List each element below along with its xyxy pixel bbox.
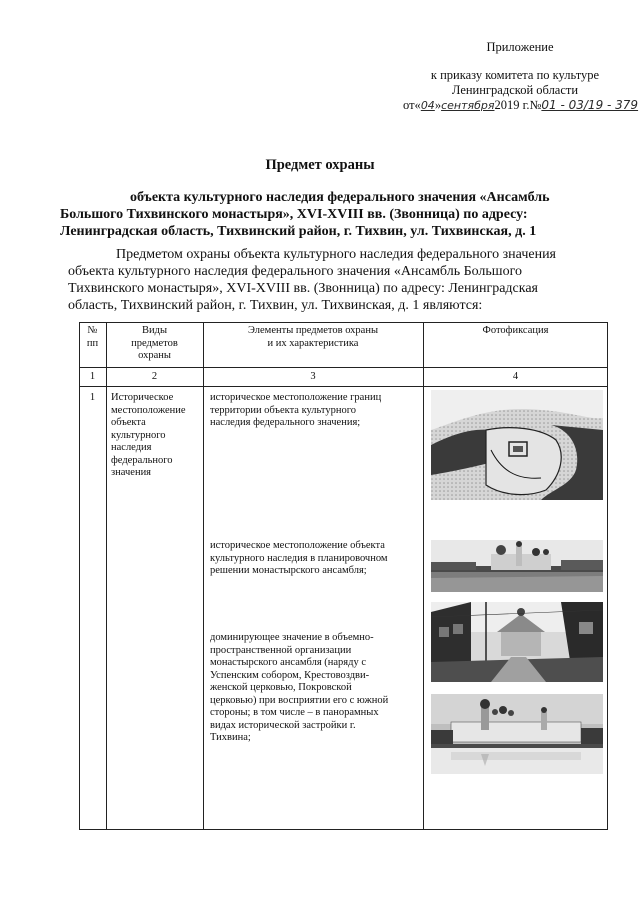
row-type: [111, 392, 201, 480]
table-colnum-divider: [79, 386, 608, 387]
appendix-label: Приложение: [486, 40, 554, 54]
table-border-top: [79, 322, 608, 323]
monastery-panorama-photo: [431, 540, 603, 592]
header-type-line: Виды: [141, 325, 168, 336]
element-location-boundaries: [210, 392, 422, 430]
header-elements-line: и их характеристика: [267, 337, 359, 349]
element-line: историческое местоположение объекта: [210, 540, 385, 551]
header-num: [79, 325, 106, 350]
region-label: Ленинградской области: [451, 83, 579, 97]
element-line: наследия федерального значения;: [210, 417, 361, 428]
col-divider-1: [106, 322, 107, 830]
date-year: 2019 г.№: [494, 98, 542, 112]
element-location-planning: [210, 540, 422, 578]
header-type: [106, 325, 203, 363]
element-line: территории объекта культурного: [210, 404, 357, 416]
element-dominant-value: [210, 632, 422, 745]
element-line: решении монастырского ансамбля;: [210, 565, 367, 576]
colnum-2: 2: [151, 371, 158, 382]
colnum-3: 3: [310, 371, 316, 382]
element-line: культурного наследия в планировочном: [210, 552, 388, 564]
date-mid: »: [434, 98, 442, 112]
element-line: Успенским собором, Крестовоздви-: [210, 669, 370, 681]
row-type-line: значения: [111, 467, 152, 478]
row-type-line: Историческое: [111, 392, 174, 403]
row-type-line: объекта: [111, 417, 146, 428]
element-line: доминирующее значение в объемно-: [210, 632, 374, 643]
header-num-line: №: [87, 325, 98, 336]
street-view-photo: [431, 602, 603, 682]
header-type-line: охраны: [138, 350, 171, 361]
date-prefix: от«: [403, 98, 421, 112]
colnum-4: 4: [512, 371, 519, 382]
header-photo-line: Фотофиксация: [482, 325, 549, 336]
order-date-line: [403, 98, 638, 113]
subtitle-line-3: Ленинградская область, Тихвинский район, г. Тихвин, ул. Тихвинская, д. 1: [60, 224, 537, 239]
header-num-line: пп: [86, 337, 99, 349]
order-number: 01 - 03/19 - 379: [541, 98, 639, 112]
col-divider-2: [203, 322, 204, 830]
date-day: 04: [420, 99, 435, 112]
element-line: церковью) при восприятии его с южной: [210, 694, 389, 706]
date-month: сентября: [441, 99, 495, 112]
page-title: Предмет охраны: [265, 157, 375, 173]
table-border-right: [607, 322, 608, 830]
intro-line-2: объекта культурного наследия федерального значения «Ансамбль Большого: [68, 264, 522, 279]
map-photo: [431, 390, 603, 500]
intro-line-1: Предметом охраны объекта культурного наследия федерального значения: [116, 247, 556, 262]
row-type-line: местоположение: [111, 404, 186, 416]
waterfront-view-photo: [431, 694, 603, 774]
col-divider-3: [423, 322, 424, 830]
intro-line-3: Тихвинского монастыря», XVI-XVIII вв. (Звонница) по адресу: Ленинградская: [68, 281, 538, 296]
order-to-label: к приказу комитета по культуре: [430, 68, 600, 82]
header-photo: [423, 325, 608, 338]
row-type-line: федерального: [111, 454, 173, 466]
row-type-line: культурного: [111, 429, 166, 441]
header-type-line: предметов: [131, 337, 178, 349]
row-num: 1: [89, 392, 96, 403]
header-elements-line: Элементы предметов охраны: [247, 325, 379, 336]
colnum-1: 1: [89, 371, 96, 382]
row-type-line: наследия: [111, 442, 152, 453]
element-line: историческое местоположение границ: [210, 392, 382, 403]
element-line: видах исторической застройки г.: [210, 719, 356, 731]
element-line: монастырского ансамбля (наряду с: [210, 657, 367, 668]
table-border-bottom: [79, 829, 608, 830]
header-elements: [203, 325, 423, 350]
subtitle-line-2: Большого Тихвинского монастыря», XVI-XVIII вв. (Звонница) по адресу:: [60, 207, 528, 222]
element-line: стороны; в том числе – в панорамных: [210, 707, 379, 718]
element-line: женской церковью, Покровской: [210, 682, 352, 693]
element-line: пространственной организации: [210, 644, 352, 656]
intro-line-4: область, Тихвинский район, г. Тихвин, ул. Тихвинская, д. 1 являются:: [68, 298, 483, 313]
subtitle-line-1: объекта культурного наследия федерального значения «Ансамбль: [130, 190, 550, 205]
table-header-divider: [79, 367, 608, 368]
protection-table: [79, 322, 608, 830]
element-line: Тихвина;: [210, 732, 251, 743]
